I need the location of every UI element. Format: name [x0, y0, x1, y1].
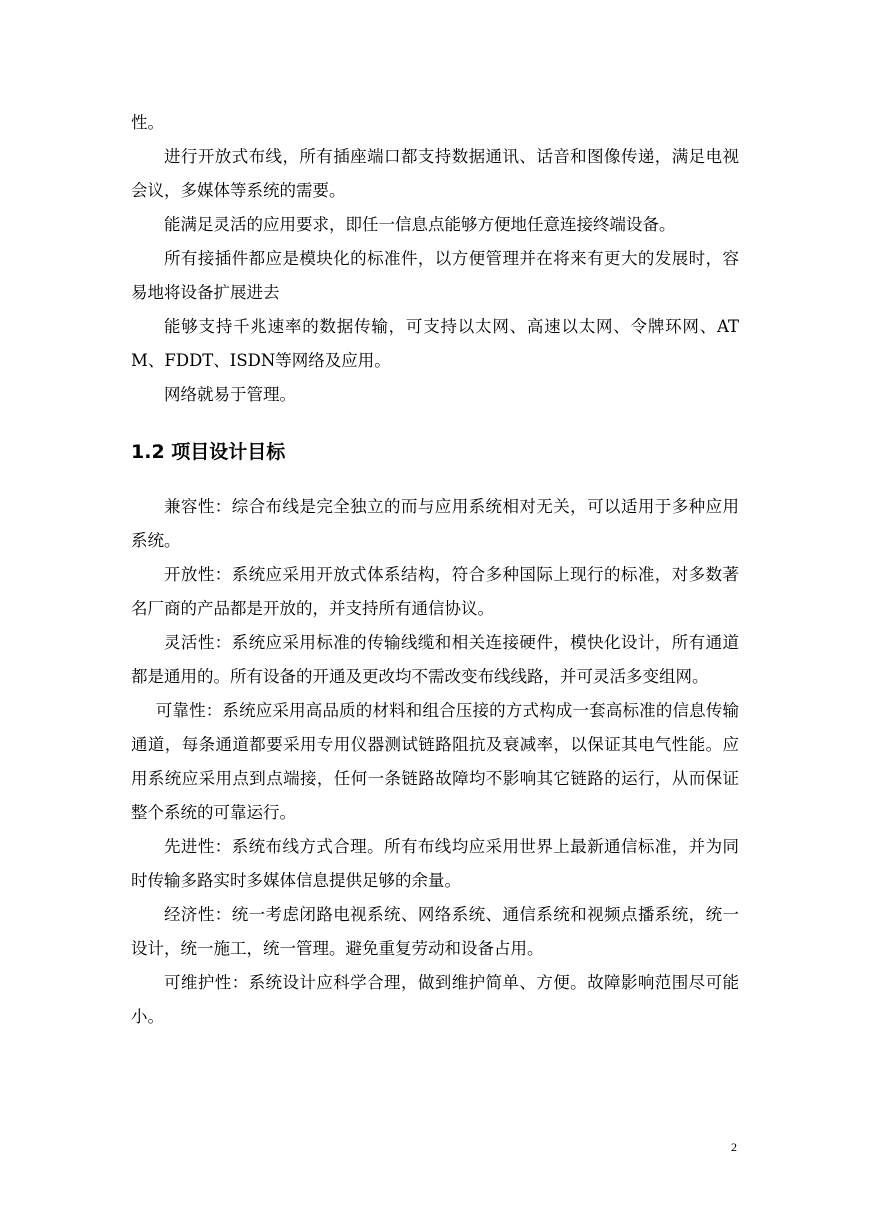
paragraph-compatibility: 兼容性：综合布线是完全独立的而与应用系统相对无关，可以适用于多种应用系统。 — [131, 497, 739, 550]
paragraph-openness: 开放性：系统应采用开放式体系结构，符合多种国际上现行的标准，对多数著名厂商的产品都是开放的，并支持所有通信协议。 — [131, 565, 739, 618]
paragraph-flexibility: 灵活性：系统应采用标准的传输线缆和相关连接硬件，模快化设计，所有通道都是通用的。所有设备的开通及更改均不需改变布线线路，并可灵活多变组网。 — [131, 633, 739, 686]
section-heading: 1.2 项目设计目标 — [131, 441, 286, 463]
paragraph-advancement: 先进性：系统布线方式合理。所有布线均应采用世界上最新通信标准，并为同时传输多路实时多媒体信息提供足够的余量。 — [131, 837, 739, 890]
paragraph-maintainability: 可维护性：系统设计应科学合理，做到维护简单、方便。故障影响范围尽可能小。 — [131, 973, 739, 1026]
paragraph-flexible-application: 能满足灵活的应用要求，即任一信息点能够方便地任意连接终端设备。 — [164, 215, 676, 234]
paragraph-open-cabling: 进行开放式布线，所有插座端口都支持数据通讯、话音和图像传递，满足电视会议，多媒体等系统的需要。 — [131, 147, 739, 200]
page-content — [131, 106, 739, 1034]
paragraph-gigabit-support: 能够支持千兆速率的数据传输，可支持以太网、高速以太网、令牌环网、ATM、FDDT、ISDN等网络及应用。 — [131, 317, 739, 370]
paragraph-modular-connectors: 所有接插件都应是模块化的标准件，以方便管理并在将来有更大的发展时，容易地将设备扩展进去 — [131, 249, 739, 302]
paragraph-easy-management: 网络就易于管理。 — [164, 385, 296, 404]
paragraph-reliability: 可靠性：系统应采用高品质的材料和组合压接的方式构成一套高标准的信息传输通道，每条通道都要采用专用仪器测试链路阻抗及衰减率，以保证其电气性能。应用系统应采用点到点端接，任何一条链路故障均不影响其它链路的运行，从而保证整个系统的可靠运行。 — [131, 701, 739, 822]
paragraph-continuation: 性。 — [131, 113, 164, 132]
paragraph-economy: 经济性：统一考虑闭路电视系统、网络系统、通信系统和视频点播系统，统一设计，统一施工，统一管理。避免重复劳动和设备占用。 — [131, 905, 739, 958]
page-number: 2 — [731, 1140, 737, 1154]
